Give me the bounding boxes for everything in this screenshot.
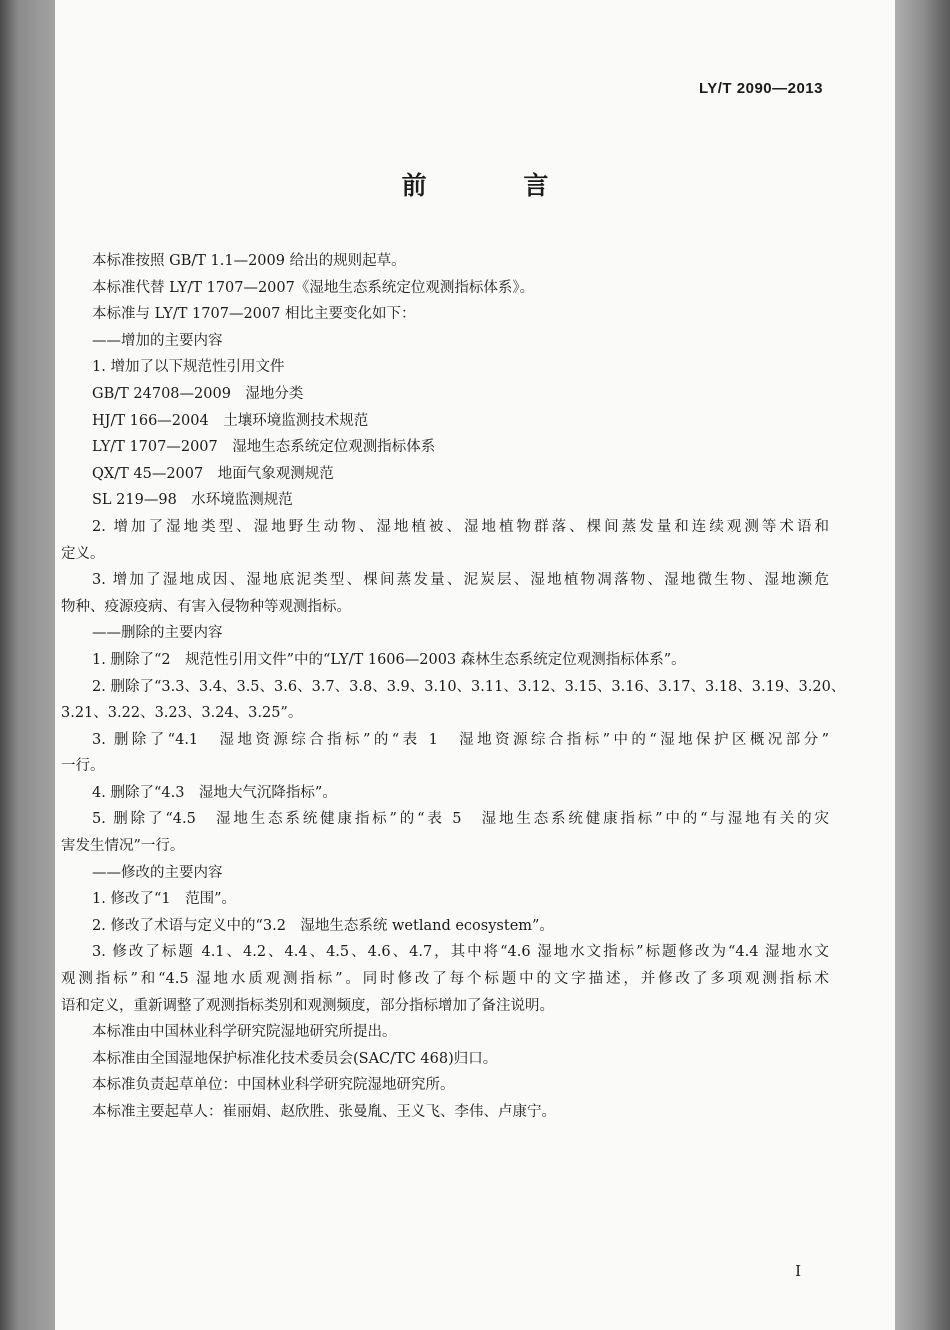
paragraph-line: 本标准由中国林业科学研究院湿地研究所提出。	[92, 1024, 397, 1041]
list-item-continuation: 3.21、3.22、3.23、3.24、3.25”。	[61, 705, 303, 722]
list-item: 1. 删除了“2 规范性引用文件”中的“LY/T 1606—2003 森林生态系统定位观测指标体系”。	[92, 651, 686, 668]
page-number: I	[795, 1262, 801, 1280]
paragraph-line: 本标准与 LY/T 1707—2007 相比主要变化如下：	[92, 306, 416, 323]
standard-code: LY/T 2090—2013	[698, 80, 823, 97]
list-item-continuation: 语和定义，重新调整了观测指标类别和观测频度，部分指标增加了备注说明。	[61, 997, 554, 1014]
paragraph-line: 本标准由全国湿地保护标准化技术委员会(SAC/TC 468)归口。	[92, 1050, 498, 1067]
paragraph-line: 本标准负责起草单位：中国林业科学研究院湿地研究所。	[92, 1077, 455, 1094]
section-heading-added: ——增加的主要内容	[92, 332, 223, 349]
section-heading-deleted: ——删除的主要内容	[92, 625, 223, 642]
scan-shadow-right	[894, 0, 950, 1330]
list-item: 3. 删除了“4.1 湿地资源综合指标”的“表 1 湿地资源综合指标”中的“湿地保护区概况部分”	[92, 731, 829, 748]
list-item-continuation: 定义。	[61, 545, 105, 562]
list-item-continuation: 观测指标”和“4.5 湿地水质观测指标”。同时修改了每个标题中的文字描述，并修改了多项观测指标术	[61, 971, 829, 988]
reference-item: LY/T 1707—2007 湿地生态系统定位观测指标体系	[92, 439, 436, 456]
list-item-continuation: 一行。	[61, 758, 105, 775]
list-item: 5. 删除了“4.5 湿地生态系统健康指标”的“表 5 湿地生态系统健康指标”中的“与湿地有关的灾	[92, 811, 829, 828]
list-item: 4. 删除了“4.3 湿地大气沉降指标”。	[92, 784, 337, 801]
list-item-continuation: 物种、疫源疫病、有害入侵物种等观测指标。	[61, 598, 351, 615]
list-item: 3. 增加了湿地成因、湿地底泥类型、棵间蒸发量、泥炭层、湿地植物凋落物、湿地微生物、湿地濒危	[92, 572, 829, 589]
page-title: 前 言	[401, 171, 593, 200]
reference-item: GB/T 24708—2009 湿地分类	[92, 385, 304, 402]
paragraph-line: 本标准主要起草人：崔丽娟、赵欣胜、张曼胤、王义飞、李伟、卢康宁。	[92, 1104, 556, 1120]
section-heading-modified: ——修改的主要内容	[92, 864, 223, 881]
list-item: 2. 修改了术语与定义中的“3.2 湿地生态系统 wetland ecosystem”。	[92, 917, 554, 934]
paragraph-line: 本标准按照 GB/T 1.1—2009 给出的规则起草。	[92, 253, 406, 269]
list-item: 1. 修改了“1 范围”。	[92, 891, 236, 908]
list-item-continuation: 害发生情况”一行。	[61, 838, 185, 855]
reference-item: SL 219—98 水环境监测规范	[92, 492, 293, 509]
reference-item: QX/T 45—2007 地面气象观测规范	[92, 465, 334, 482]
list-item: 3. 修改了标题 4.1、4.2、4.4、4.5、4.6、4.7，其中将“4.6 湿地水文指标”标题修改为“4.4 湿地水文	[92, 944, 829, 961]
list-item: 2. 删除了“3.3、3.4、3.5、3.6、3.7、3.8、3.9、3.10、3.11、3.12、3.15、3.16、3.17、3.18、3.19、3.20、	[92, 678, 846, 695]
document-page	[55, 0, 895, 1330]
list-item: 2. 增加了湿地类型、湿地野生动物、湿地植被、湿地植物群落、棵间蒸发量和连续观测等术语和	[92, 518, 829, 535]
paragraph-line: 本标准代替 LY/T 1707—2007《湿地生态系统定位观测指标体系》。	[92, 279, 535, 296]
reference-item: HJ/T 166—2004 土壤环境监测技术规范	[92, 412, 369, 429]
foreword-body	[61, 248, 846, 1126]
list-item: 1. 增加了以下规范性引用文件	[92, 359, 285, 376]
